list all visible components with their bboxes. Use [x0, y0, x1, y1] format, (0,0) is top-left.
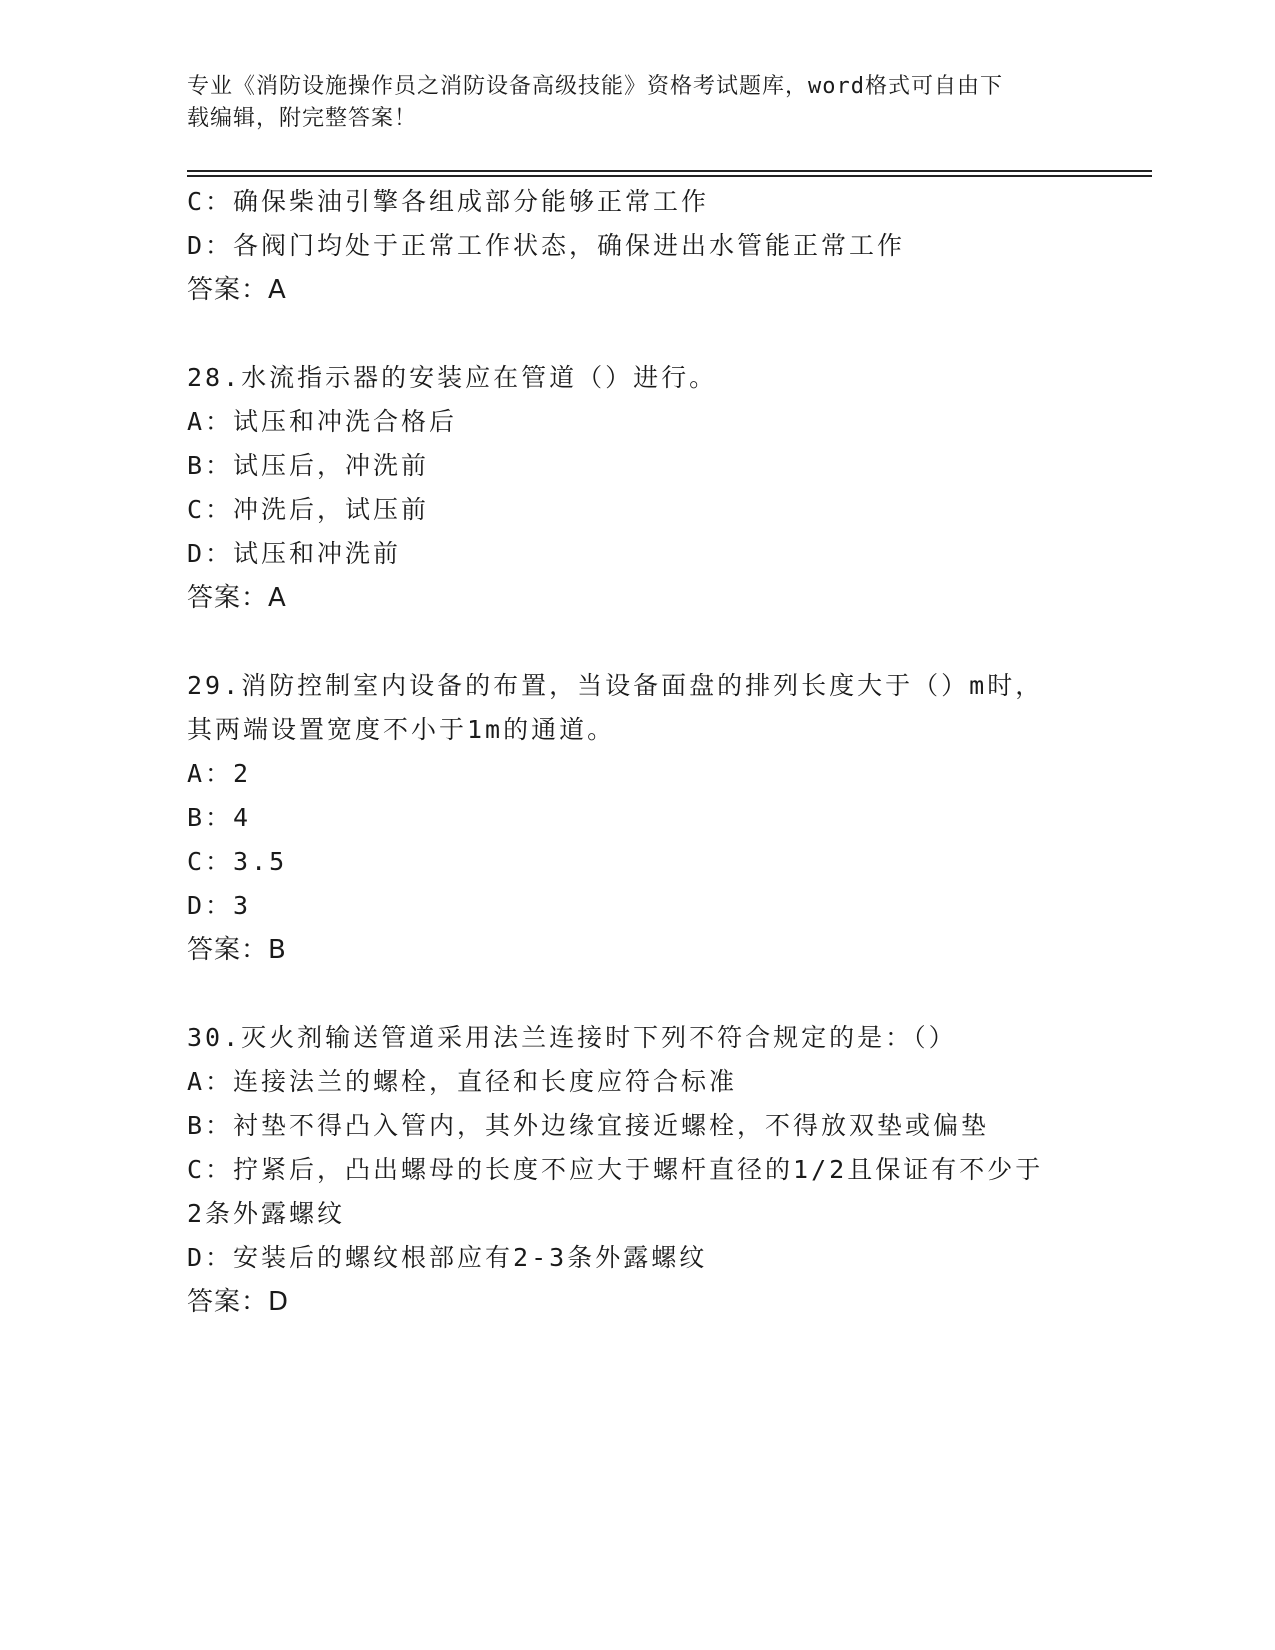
carryover-option-d: D：各阀门均处于正常工作状态，确保进出水管能正常工作: [187, 231, 906, 260]
question-29-stem-line-2: 其两端设置宽度不小于1m的通道。: [187, 715, 616, 744]
header-divider-bottom: [187, 175, 1152, 177]
header-text-line-1: 专业《消防设施操作员之消防设备高级技能》资格考试题库，word格式可自由下: [187, 74, 1003, 99]
question-28-answer: 答案：A: [187, 583, 287, 613]
question-29-option-b: B：4: [187, 803, 252, 832]
question-29-option-c: C：3.5: [187, 847, 288, 876]
question-30-answer: 答案：D: [187, 1287, 290, 1317]
question-29-option-d: D：3: [187, 891, 252, 920]
question-28-option-a: A：试压和冲洗合格后: [187, 407, 458, 436]
question-30-option-c-line-1: C：拧紧后，凸出螺母的长度不应大于螺杆直径的1/2且保证有不少于: [187, 1155, 1044, 1184]
question-30-stem: 30.灭火剂输送管道采用法兰连接时下列不符合规定的是：（）: [187, 1023, 957, 1052]
question-28-option-c: C：冲洗后，试压前: [187, 495, 430, 524]
carryover-option-c: C：确保柴油引擎各组成部分能够正常工作: [187, 187, 710, 216]
question-28-stem: 28.水流指示器的安装应在管道（）进行。: [187, 363, 718, 392]
question-29-option-a: A：2: [187, 759, 252, 788]
question-30-option-d: D：安装后的螺纹根部应有2-3条外露螺纹: [187, 1243, 708, 1272]
question-30-option-c-line-2: 2条外露螺纹: [187, 1199, 346, 1228]
header-divider-top: [187, 170, 1152, 172]
question-29-answer: 答案：B: [187, 935, 287, 965]
question-28-option-b: B：试压后，冲洗前: [187, 451, 430, 480]
carryover-answer: 答案：A: [187, 275, 287, 305]
question-30-option-a: A：连接法兰的螺栓，直径和长度应符合标准: [187, 1067, 738, 1096]
question-30-option-b: B：衬垫不得凸入管内，其外边缘宜接近螺栓，不得放双垫或偏垫: [187, 1111, 990, 1140]
question-29-stem-line-1: 29.消防控制室内设备的布置，当设备面盘的排列长度大于（）m时，: [187, 671, 1044, 700]
header-text-line-2: 载编辑，附完整答案！: [187, 106, 418, 131]
question-28-option-d: D：试压和冲洗前: [187, 539, 402, 568]
